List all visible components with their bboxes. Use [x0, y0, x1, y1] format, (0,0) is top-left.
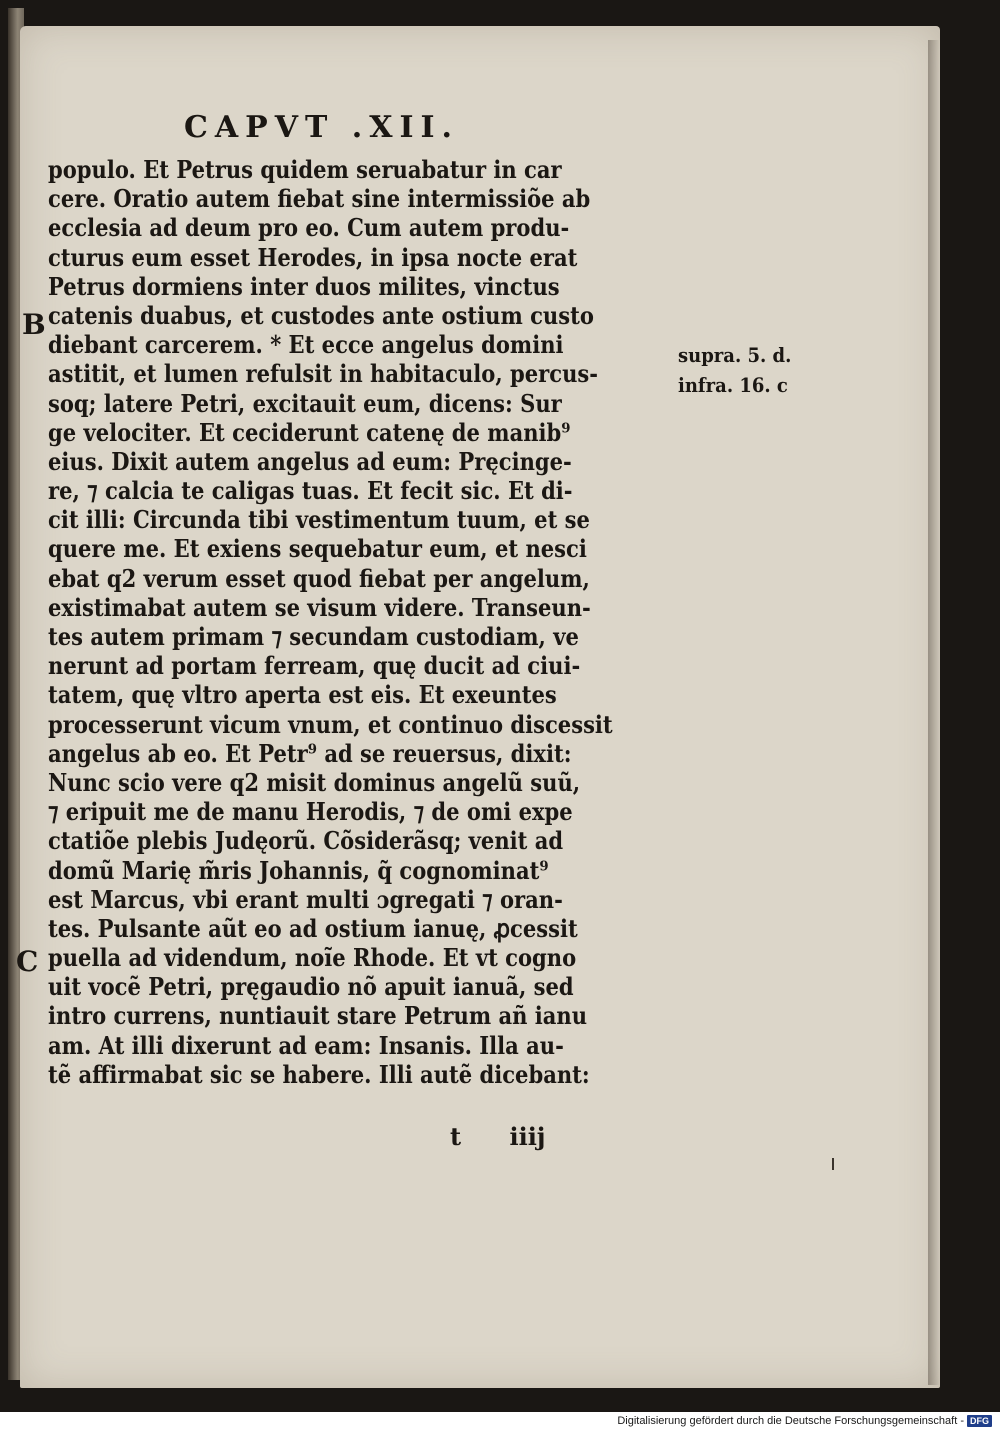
section-letter-c: C [16, 945, 39, 978]
text-line: ctatiõe plebis Judęorũ. Cõsiderãsq; venit ad [48, 826, 564, 856]
text-line: Petrus dormiens inter duos milites, vinctus [48, 271, 560, 301]
text-line: diebant carcerem. * Et ecce angelus domini [48, 330, 564, 360]
text-line: est Marcus, vbi erant multi ɔgregati ⁊ oran- [48, 884, 563, 914]
text-line: uit vocẽ Petri, pręgaudio nõ apuit ianuã, sed [48, 972, 574, 1002]
dfg-logo-icon: DFG [967, 1415, 992, 1427]
text-line: puella ad videndum, noĩe Rhode. Et vt cogno [48, 943, 577, 973]
body-text [48, 155, 613, 1089]
signature-mark [450, 1122, 546, 1151]
text-line: cit illi: Circunda tibi vestimentum tuum, et se [48, 505, 590, 535]
margin-note-line: supra. 5. d. [678, 343, 792, 367]
text-line: catenis duabus, et custodes ante ostium custo [48, 300, 594, 330]
margin-note-line: infra. 16. c [678, 373, 788, 397]
text-line: re, ⁊ calcia te caligas tuas. Et fecit sic. Et di- [48, 476, 573, 506]
section-letter-b: B [22, 308, 46, 341]
text-line: astitit, et lumen refulsit in habitaculo, percus- [48, 359, 598, 389]
text-line: am. At illi dixerunt ad eam: Insanis. Illa au- [48, 1030, 564, 1060]
signature-number: iiij [509, 1122, 546, 1151]
text-line: Nunc scio vere q2 misit dominus angelũ suũ, [48, 767, 581, 797]
text-line: tes autem primam ⁊ secundam custodiam, ve [48, 622, 579, 651]
text-line: tes. Pulsante aũt eo ad ostium ianuę, ꝓcessit [48, 913, 578, 943]
signature-letter: t [450, 1122, 462, 1151]
text-line: tẽ affirmabat sic se habere. Illi autẽ dicebant: [48, 1059, 590, 1089]
text-line: populo. Et Petrus quidem seruabatur in car [48, 155, 562, 184]
footer-text: Digitalisierung gefördert durch die Deutsche Forschungsgemeinschaft - [617, 1415, 964, 1427]
text-line: tatem, quę vltro aperta est eis. Et exeuntes [48, 680, 557, 710]
text-line: cturus eum esset Herodes, in ipsa nocte erat [48, 242, 578, 272]
text-line: nerunt ad portam ferream, quę ducit ad ciui- [48, 651, 581, 681]
running-head: CAPVT .XII. [184, 110, 459, 145]
page-edge-shadow [928, 40, 940, 1385]
text-line: ⁊ eripuit me de manu Herodis, ⁊ de omi expe [48, 797, 573, 827]
text-line: processerunt vicum vnum, et continuo discessit [48, 709, 613, 739]
page-mark [832, 1158, 834, 1170]
text-line: ebat q2 verum esset quod fiebat per angelum, [48, 563, 590, 593]
text-line: angelus ab eo. Et Petr⁹ ad se reuersus, dixit: [48, 738, 572, 768]
text-line: existimabat autem se visum videre. Transeun- [48, 592, 591, 622]
text-line: soq; latere Petri, excitauit eum, dicens: Sur [48, 388, 562, 418]
footer-credit [617, 1415, 992, 1427]
text-line: quere me. Et exiens sequebatur eum, et nesci [48, 534, 587, 564]
text-line: domũ Marię m̃ris Johannis, q̃ cognominat⁹ [48, 855, 549, 885]
text-line: ge velociter. Et ceciderunt catenę de manib⁹ [48, 417, 571, 447]
text-line: ecclesia ad deum pro eo. Cum autem produ- [48, 213, 570, 243]
text-line: eius. Dixit autem angelus ad eum: Pręcinge- [48, 446, 572, 476]
margin-note [678, 340, 791, 400]
text-line: cere. Oratio autem fiebat sine intermissiõe ab [48, 184, 591, 214]
text-line: intro currens, nuntiauit stare Petrum añ ianu [48, 1001, 588, 1031]
